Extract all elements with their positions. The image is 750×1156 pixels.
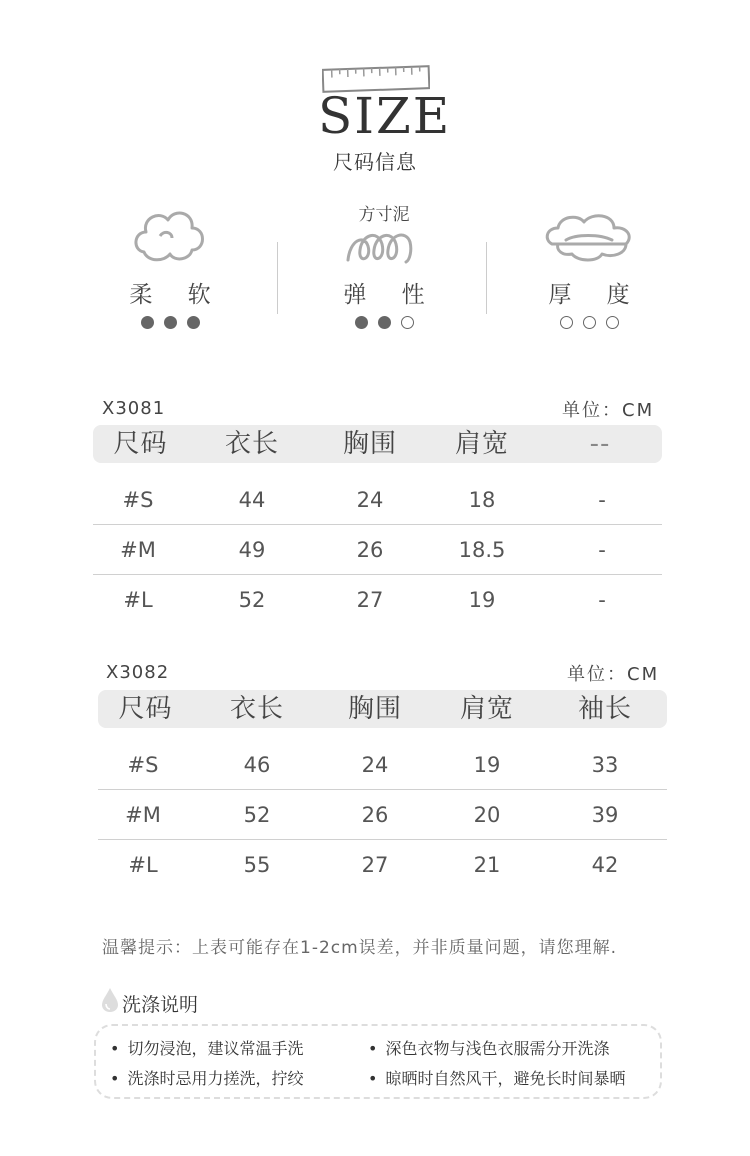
table-cell: 26 — [356, 538, 384, 562]
tolerance-tip: 温馨提示：上表可能存在1-2cm误差，并非质量问题，请您理解. — [102, 938, 618, 958]
attribute-softness — [85, 200, 255, 340]
spring-icon — [344, 220, 424, 270]
layered-cloud-icon — [542, 200, 638, 275]
table-cell: 19 — [473, 753, 501, 777]
table-cell: 44 — [238, 488, 266, 512]
table-cell: #M — [125, 803, 161, 827]
attribute-elasticity — [299, 200, 469, 340]
size-subtitle: 尺码信息 — [333, 150, 417, 174]
table-unit: 单位：CM — [562, 400, 655, 421]
table-cell: 26 — [361, 803, 389, 827]
table-cell: - — [598, 588, 606, 612]
table-cell: #M — [120, 538, 156, 562]
table-row — [93, 575, 662, 625]
table-cell: 52 — [238, 588, 266, 612]
table-cell: 39 — [591, 803, 619, 827]
table-cell: #L — [128, 853, 158, 877]
rating-dot — [355, 316, 368, 329]
table-cell: 21 — [473, 853, 501, 877]
table-row — [98, 790, 667, 840]
attribute-brand-label: 方寸泥 — [358, 205, 410, 225]
table-code: X3082 — [106, 662, 170, 683]
table-cell: - — [598, 488, 606, 512]
water-drop-icon — [101, 987, 119, 1013]
attribute-label: 弹 性 — [343, 282, 439, 308]
header-cell: 尺码 — [118, 694, 173, 724]
table-unit: 单位：CM — [567, 664, 660, 685]
header-cell: -- — [589, 429, 611, 459]
header-cell: 肩宽 — [459, 694, 514, 724]
rating-dot — [583, 316, 596, 329]
table-cell: #S — [127, 753, 159, 777]
header-cell: 尺码 — [113, 429, 168, 459]
table-cell: 52 — [243, 803, 271, 827]
header-cell: 胸围 — [347, 694, 402, 724]
attribute-thickness — [504, 200, 674, 340]
header-cell: 衣长 — [224, 429, 279, 459]
washing-item: • 洗涤时忌用力搓洗，拧绞 — [110, 1066, 303, 1089]
header-cell: 衣长 — [229, 694, 284, 724]
table-cell: 24 — [361, 753, 389, 777]
table-cell: #L — [123, 588, 153, 612]
table-header — [98, 690, 667, 728]
divider — [486, 242, 487, 314]
table-cell: 49 — [238, 538, 266, 562]
table-cell: 33 — [591, 753, 619, 777]
table-row — [98, 740, 667, 790]
rating-dot — [164, 316, 177, 329]
table-row — [93, 475, 662, 525]
table-cell: 24 — [356, 488, 384, 512]
table-cell: 27 — [361, 853, 389, 877]
table-cell: 55 — [243, 853, 271, 877]
washing-box — [94, 1024, 662, 1099]
header-cell: 胸围 — [342, 429, 397, 459]
rating-dot — [401, 316, 414, 329]
rating-dots — [85, 314, 255, 333]
table-row — [98, 840, 667, 890]
table-cell: 42 — [591, 853, 619, 877]
washing-item: • 深色衣物与浅色衣服需分开洗涤 — [368, 1036, 609, 1059]
table-cell: 18 — [468, 488, 496, 512]
table-cell: 20 — [473, 803, 501, 827]
cloud-icon — [130, 200, 210, 275]
table-cell: 19 — [468, 588, 496, 612]
size-title: SIZE — [318, 87, 452, 145]
rating-dots — [504, 314, 674, 333]
header-cell: 肩宽 — [454, 429, 509, 459]
table-header — [93, 425, 662, 463]
divider — [277, 242, 278, 314]
table-code: X3081 — [102, 398, 166, 419]
washing-item: • 晾晒时自然风干，避免长时间暴晒 — [368, 1066, 625, 1089]
header-cell: 袖长 — [577, 694, 632, 724]
washing-title: 洗涤说明 — [122, 994, 199, 1016]
washing-item: • 切勿浸泡，建议常温手洗 — [110, 1036, 303, 1059]
table-row — [93, 525, 662, 575]
table-cell: 46 — [243, 753, 271, 777]
rating-dot — [378, 316, 391, 329]
rating-dot — [141, 316, 154, 329]
attribute-label: 柔 软 — [129, 282, 225, 308]
table-cell: 27 — [356, 588, 384, 612]
rating-dots — [299, 314, 469, 333]
rating-dot — [187, 316, 200, 329]
rating-dot — [560, 316, 573, 329]
attribute-label: 厚 度 — [548, 282, 644, 308]
table-cell: - — [598, 538, 606, 562]
rating-dot — [606, 316, 619, 329]
table-cell: #S — [122, 488, 154, 512]
table-cell: 18.5 — [458, 538, 506, 562]
